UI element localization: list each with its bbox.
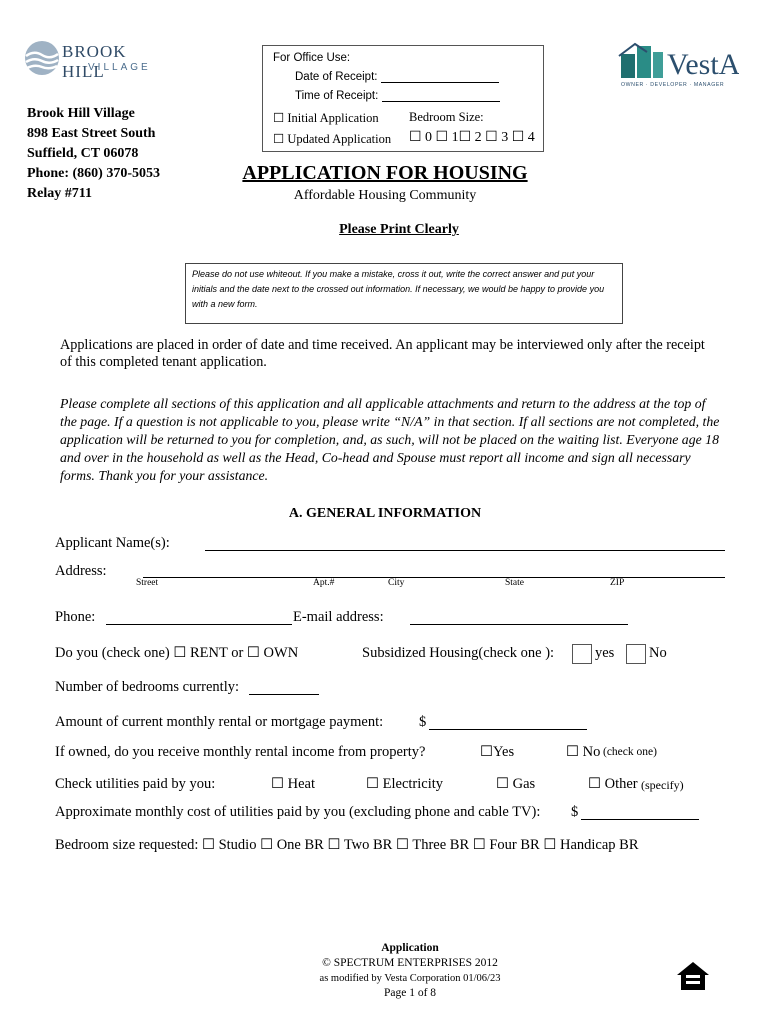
rent-own-checkboxes[interactable]: Do you (check one) ☐ RENT or ☐ OWN (55, 645, 299, 661)
page-title: APPLICATION FOR HOUSING (242, 162, 528, 184)
utility-cost-label: Approximate monthly cost of utilities paid by you (excluding phone and cable TV): (55, 804, 541, 820)
bedroom-size-label: Bedroom Size: (409, 110, 484, 124)
updated-application-checkbox[interactable]: ☐ Updated Application (273, 132, 392, 146)
address-zip-label: ZIP (610, 578, 625, 588)
brook-hill-logo-icon (24, 40, 60, 76)
instructions-paragraph: Please complete all sections of this application and all applicable attachments and return to the address at the top of the page. If a question is not applicable to you, please write “N/A” in that section. If all sections are not completed, the application will be returned to you for completion, and, as such, will not be placed on the waiting list. Everyone age 18 and over in the household as well as the Head, Co-head and Spouse must report all income and sign all necessary forms. Thank you for your assistance. (60, 396, 720, 483)
subsidized-yes-checkbox[interactable] (572, 644, 592, 664)
address-city-label: City (388, 578, 405, 588)
footer-copyright: © SPECTRUM ENTERPRISES 2012 (322, 957, 498, 969)
date-of-receipt (295, 71, 499, 83)
address-apt-label: Apt.# (313, 578, 335, 588)
office-use-title: For Office Use: (273, 52, 351, 64)
address-street-label: Street (136, 578, 159, 588)
utility-other-specify: (specify) (641, 778, 684, 792)
utility-other-checkbox[interactable]: ☐ Other (588, 776, 638, 792)
address-label: Address: (55, 563, 107, 579)
page-footer (0, 941, 770, 1001)
monthly-payment-dollar: $ (419, 714, 427, 730)
initial-application-checkbox[interactable]: ☐ Initial Application (273, 111, 379, 125)
bedrooms-current-field[interactable] (249, 694, 319, 695)
address-field[interactable] (143, 577, 725, 578)
utility-electricity-checkbox[interactable]: ☐ Electricity (366, 776, 444, 792)
bedroom-size-requested[interactable]: Bedroom size requested: ☐ Studio ☐ One BR ☐ Two BR ☐ Three BR ☐ Four BR ☐ Handicap BR (55, 837, 639, 853)
subsidized-no-checkbox[interactable] (626, 644, 646, 664)
brook-hill-logo (24, 38, 174, 80)
address-line: Phone: (860) 370-5053 (27, 166, 160, 181)
address-line: Suffield, CT 06078 (27, 146, 139, 161)
rental-income-yes-checkbox[interactable]: ☐Yes (480, 744, 515, 760)
rental-income-check-one: (check one) (603, 746, 657, 758)
subsidized-no-label: No (649, 645, 667, 661)
utility-cost-dollar: $ (571, 804, 579, 820)
print-clearly-heading: Please Print Clearly (339, 222, 459, 237)
footer-modified: as modified by Vesta Corporation 01/06/23 (319, 973, 501, 984)
footer-page-number: Page 1 of 8 (383, 987, 437, 999)
monthly-payment-label: Amount of current monthly rental or mortgage payment: (55, 714, 384, 730)
monthly-payment-field[interactable] (429, 729, 587, 730)
vesta-logo-icon (617, 38, 739, 88)
subsidized-yes-label: yes (595, 645, 615, 661)
email-field[interactable] (410, 624, 628, 625)
footer-title: Application (381, 942, 439, 954)
whiteout-notice: Please do not use whiteout. If you make a mistake, cross it out, write the correct answer and put your initials and the date next to the crossed out information. If necessary, we would be happy to provide you with a new form. (185, 263, 623, 324)
utilities-label: Check utilities paid by you: (55, 776, 216, 792)
date-of-receipt-label: Date of Receipt: (295, 71, 378, 83)
subsidized-housing-label: Subsidized Housing(check one ): (362, 645, 555, 661)
phone-field[interactable] (106, 624, 292, 625)
bedrooms-current-label: Number of bedrooms currently: (55, 679, 240, 695)
vesta-logo (617, 38, 739, 88)
address-line: Brook Hill Village (27, 106, 135, 121)
logo-name: BROOK HILL (62, 42, 127, 81)
section-a-heading: A. GENERAL INFORMATION (288, 506, 482, 521)
email-label: E-mail address: (293, 609, 384, 625)
address-line: 898 East Street South (27, 126, 156, 141)
applicant-name-label: Applicant Name(s): (55, 535, 170, 551)
utility-cost-field[interactable] (581, 819, 699, 820)
address-line: Relay #711 (27, 186, 92, 201)
vesta-tagline: OWNER · DEVELOPER · MANAGER (621, 82, 725, 88)
office-use-box (262, 45, 544, 152)
bedroom-size-options[interactable]: ☐ 0 ☐ 1☐ 2 ☐ 3 ☐ 4 (409, 130, 535, 145)
page-subtitle: Affordable Housing Community (293, 188, 477, 203)
equal-housing-icon (674, 958, 712, 996)
logo-subname: VILLAGE (88, 62, 151, 73)
phone-label: Phone: (55, 609, 96, 625)
utility-gas-checkbox[interactable]: ☐ Gas (496, 776, 536, 792)
rental-income-label: If owned, do you receive monthly rental income from property? (55, 744, 426, 760)
utility-heat-checkbox[interactable]: ☐ Heat (271, 776, 315, 792)
date-of-receipt-field[interactable] (381, 82, 499, 83)
time-of-receipt-field[interactable] (382, 101, 500, 102)
time-of-receipt-label: Time of Receipt: (295, 90, 379, 102)
applicant-name-field[interactable] (205, 550, 725, 551)
rental-income-no-checkbox[interactable]: ☐ No (566, 744, 601, 760)
address-state-label: State (505, 578, 524, 588)
time-of-receipt (295, 90, 500, 102)
intro-paragraph: Applications are placed in order of date and time received. An applicant may be interviewed only after the receipt of this completed tenant application. (60, 337, 705, 370)
vesta-brand-text: VestA (667, 48, 739, 81)
